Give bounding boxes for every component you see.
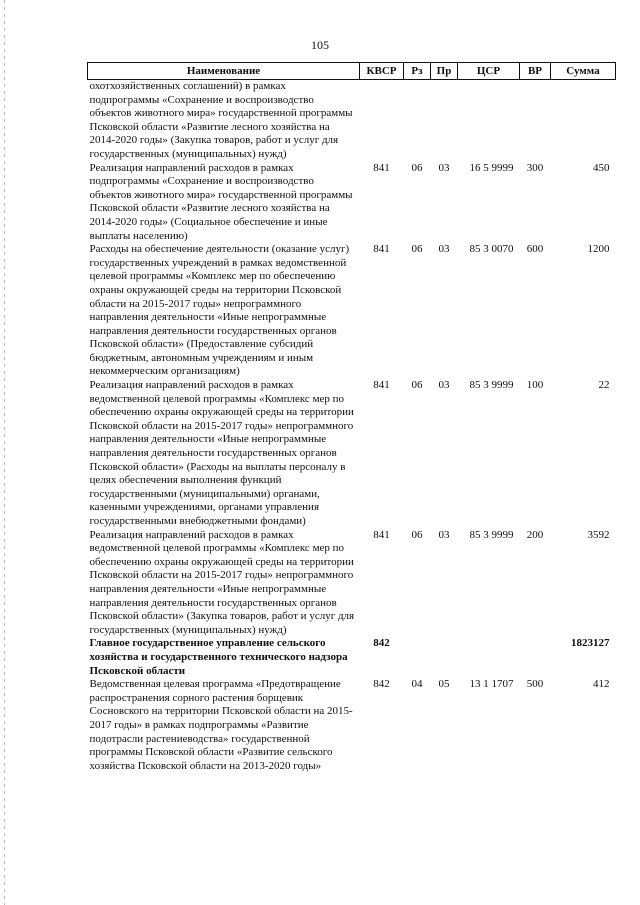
row-pr: 05 (438, 678, 450, 691)
row-name: Ведомственная целевая программа «Предотвращение распространения сорного растения борщевик Сосновского на территории Псковской области на 2015-2017 годы» в рамках подпрограммы «Развитие подотрасли растениеводства» государственной программы Псковской области «Развитие сельского хозяйства Псковской области на 2013-2020 годы» (89, 678, 353, 772)
row-vr: 100 (526, 379, 544, 392)
row-csr (458, 80, 520, 162)
table-row (88, 243, 616, 379)
row-csr: 16 5 9999 (469, 161, 514, 174)
row-name: Реализация направлений расходов в рамках ведомственной целевой программы «Комплекс мер по обеспечению охраны окружающей среды на территории Псковской области на 2015-2017 годы» непрограммного направления деятельности «Иные непрограммные направления деятельности государственных органов Псковской области» (Расходы на выплаты персоналу в целях обеспечения выполнения функций государственными (муниципальными) органами, казенными учреждениями, органами управления государственными внебюджетными фондами) (89, 379, 354, 527)
row-pr (431, 637, 458, 678)
table-row-department (88, 637, 616, 678)
row-sum (551, 80, 616, 162)
row-name: Расходы на обеспечение деятельности (оказание услуг) государственных учреждений в рамках ведомственной целевой программы «Комплекс мер по обеспечению охраны окружающей среды на территории Псковской области на 2015-2017 годы» непрограммного направления деятельности «Иные непрограммные направления деятельности государственных органов Псковской области» (Предоставление субсидий бюджетным, автономным учреждениям и иным некоммерческим организациям) (89, 243, 350, 378)
table-row (88, 379, 616, 529)
row-vr (520, 80, 551, 162)
table-row (88, 529, 616, 638)
row-rz: 06 (411, 161, 423, 174)
table-row (88, 678, 616, 773)
row-vr (520, 637, 551, 678)
row-kvsr (360, 80, 404, 162)
table-row (88, 80, 616, 162)
row-rz (404, 80, 431, 162)
budget-table (87, 62, 616, 773)
row-csr: 13 1 1707 (469, 678, 514, 691)
row-sum: 412 (593, 678, 610, 691)
row-vr: 500 (526, 678, 544, 691)
page-number: 105 (311, 38, 329, 52)
scan-edge (4, 0, 5, 905)
row-kvsr: 842 (373, 678, 390, 691)
row-kvsr: 841 (373, 528, 390, 541)
header-vr: ВР (520, 63, 551, 80)
header-pr: Пр (431, 63, 458, 80)
row-rz (404, 637, 431, 678)
row-rz: 06 (411, 528, 423, 541)
row-csr: 85 3 0070 (469, 243, 514, 256)
row-sum: 1200 (587, 243, 610, 256)
row-kvsr: 841 (373, 161, 390, 174)
row-sum: 1823127 (571, 637, 610, 650)
row-rz: 06 (411, 379, 423, 392)
row-sum: 3592 (587, 528, 610, 541)
row-kvsr: 841 (373, 379, 390, 392)
row-pr: 03 (438, 528, 450, 541)
header-rz: Рз (404, 63, 431, 80)
row-sum: 450 (593, 161, 610, 174)
row-kvsr: 841 (373, 243, 390, 256)
row-pr: 03 (438, 243, 450, 256)
row-csr: 85 3 9999 (469, 528, 514, 541)
header-csr: ЦСР (458, 63, 520, 80)
row-csr: 85 3 9999 (469, 379, 514, 392)
header-kvsr: КВСР (360, 63, 404, 80)
row-kvsr: 842 (373, 637, 390, 650)
row-name: Реализация направлений расходов в рамках подпрограммы «Сохранение и воспроизводство объектов животного мира» государственной программы Псковской области «Развитие лесного хозяйства на 2014-2020 годы» (Социальное обеспечение и иные выплаты населению) (89, 161, 353, 242)
row-name: Реализация направлений расходов в рамках ведомственной целевой программы «Комплекс мер по обеспечению охраны окружающей среды на территории Псковской области на 2015-2017 годы» непрограммного направления деятельности «Иные непрограммные направления деятельности государственных органов Псковской области» (Закупка товаров, работ и услуг для государственных (муниципальных) нужд) (89, 528, 355, 636)
row-rz: 06 (411, 243, 423, 256)
row-pr: 03 (438, 379, 450, 392)
row-name: Главное государственное управление сельского хозяйства и государственного технического надзора Псковской области (89, 637, 348, 677)
row-pr: 03 (438, 161, 450, 174)
row-vr: 200 (526, 528, 544, 541)
row-vr: 600 (526, 243, 544, 256)
row-csr (458, 637, 520, 678)
row-rz: 04 (411, 678, 423, 691)
row-sum: 22 (598, 379, 610, 392)
row-name: охотхозяйственных соглашений) в рамках подпрограммы «Сохранение и воспроизводство объектов животного мира» государственной программы Псковской области «Развитие лесного хозяйства на 2014-2020 годы» (Закупка товаров, работ и услуг для государственных (муниципальных) нужд) (89, 80, 353, 160)
table-row (88, 162, 616, 244)
header-name: Наименование (88, 63, 360, 80)
table-header-row (88, 63, 616, 80)
header-sum: Сумма (551, 63, 616, 80)
row-pr (431, 80, 458, 162)
row-vr: 300 (526, 161, 544, 174)
